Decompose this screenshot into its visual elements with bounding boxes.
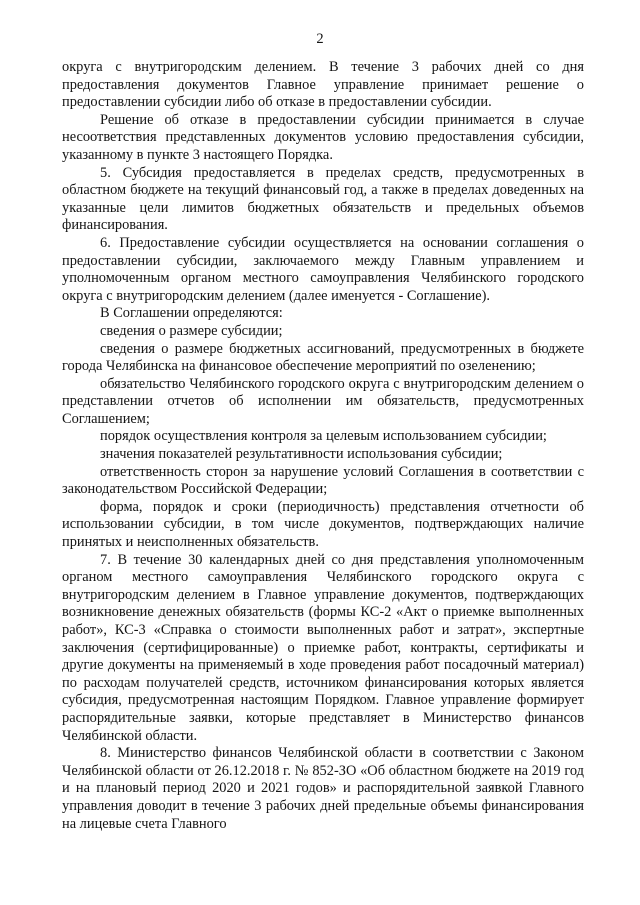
paragraph-continuation: округа с внутригородским делением. В течение 3 рабочих дней со дня предоставления документов Главное управление принимает решение о предоставлении субсидии либо об отказе в предоставлении субсидии. (62, 59, 584, 111)
paragraph-item-8: 8. Министерство финансов Челябинской области в соответствии с Законом Челябинской области от 26.12.2018 г. № 852-ЗО «Об областном бюджете на 2019 год и на плановый период 2020 и 2021 годов» и распорядительной заявкой Главного управления доводит в течение 3 рабочих дней предельные объемы финансирования на лицевые счета Главного (62, 745, 584, 832)
document-body (62, 59, 584, 833)
list-item-reporting-obligation: обязательство Челябинского городского округа с внутригородским делением о представлении отчетов об исполнении им обязательств, предусмотренных Соглашением; (62, 375, 584, 427)
list-item-subsidy-amount: сведения о размере субсидии; (100, 322, 283, 339)
list-item-control-procedure: порядок осуществления контроля за целевым использованием субсидии; (100, 428, 547, 445)
paragraph-item-5: 5. Субсидия предоставляется в пределах средств, предусмотренных в областном бюджете на текущий финансовый год, а также в пределах доведенных на указанные цели лимитов бюджетных обязательств и предельных объемов финансирования. (62, 164, 584, 234)
page-number: 2 (316, 31, 324, 47)
list-item-budget-allocations: сведения о размере бюджетных ассигнований, предусмотренных в бюджете города Челябинска на финансовое обеспечение мероприятий по озеленению; (62, 340, 584, 375)
paragraph-refusal-decision: Решение об отказе в предоставлении субсидии принимается в случае несоответствия представленных документов условию предоставления субсидии, указанному в пункте 3 настоящего Порядка. (62, 111, 584, 163)
list-item-performance-indicators: значения показателей результативности использования субсидии; (100, 446, 503, 463)
paragraph-agreement-intro: В Соглашении определяются: (100, 305, 283, 322)
list-item-reporting-form: форма, порядок и сроки (периодичность) представления отчетности об использовании субсидии, в том числе документов, подтверждающих наличие принятых и неисполненных обязательств. (62, 498, 584, 551)
list-item-liability: ответственность сторон за нарушение условий Соглашения в соответствии с законодательством Российской Федерации; (62, 463, 584, 498)
paragraph-item-6: 6. Предоставление субсидии осуществляется на основании соглашения о предоставлении субсидии, заключаемого между Главным управлением и уполномоченным органом местного самоуправления Челябинского городского округа с внутригородским делением (далее именуется - Соглашение). (62, 234, 584, 304)
paragraph-item-7: 7. В течение 30 календарных дней со дня представления уполномоченным органом местного самоуправления Челябинского городского округа с внутригородским делением в Главное управление документов, подтверждающих возникновение денежных обязательств (формы КС-2 «Акт о приемке выполненных работ», КС-3 «Справка о стоимости выполненных работ и затрат», экспертные заключения (сертифицированные) о приемке работ, контракты, сертификаты и другие документы на применяемый в ходе проведения работ посадочный материал) по расходам получателей средств, источником финансирования которых является субсидия, предусмотренная настоящим Порядком. Главное управление формирует распорядительные заявки, которые представляет в Министерство финансов Челябинской области. (62, 551, 584, 744)
